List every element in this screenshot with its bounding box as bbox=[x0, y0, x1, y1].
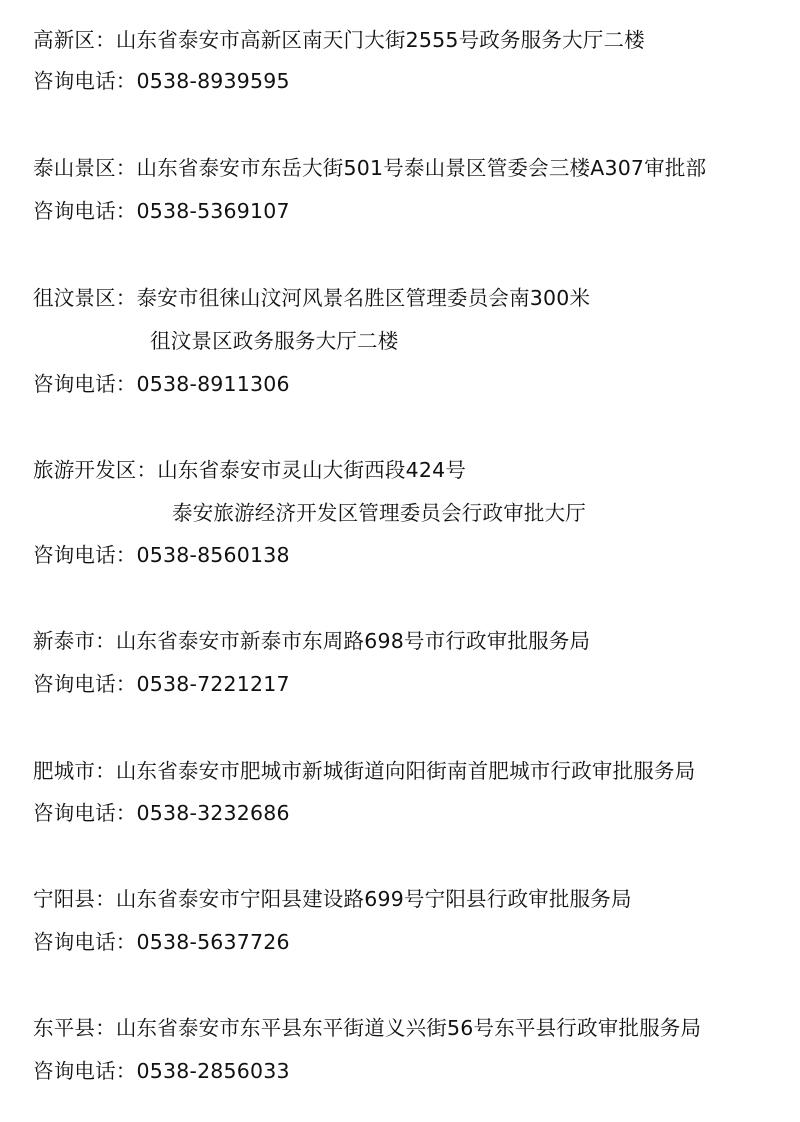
address-label: 肥城市： bbox=[33, 759, 116, 783]
address-text: 泰安市徂徕山汶河风景名胜区管理委员会南300米 bbox=[136, 286, 591, 310]
phone-label: 咨询电话： bbox=[33, 543, 137, 567]
phone-line-feicheng bbox=[33, 799, 290, 827]
address-text: 山东省泰安市新泰市东周路698号市行政审批服务局 bbox=[115, 629, 591, 653]
phone-line-gaoxin bbox=[33, 67, 290, 95]
phone-line-dongping bbox=[33, 1057, 290, 1085]
address-continuation-cuwen: 徂汶景区政务服务大厅二楼 bbox=[150, 329, 399, 353]
phone-label: 咨询电话： bbox=[33, 930, 137, 954]
phone-line-xintai bbox=[33, 670, 290, 698]
address-text: 山东省泰安市肥城市新城街道向阳街南首肥城市行政审批服务局 bbox=[115, 759, 696, 783]
address-label: 高新区： bbox=[33, 28, 116, 52]
address-line-cuwen bbox=[33, 284, 590, 312]
address-line-lvyou bbox=[33, 456, 466, 484]
address-label: 东平县： bbox=[33, 1016, 116, 1040]
phone-line-cuwen bbox=[33, 370, 290, 398]
address-line-taishan bbox=[33, 154, 706, 182]
address-text: 山东省泰安市宁阳县建设路699号宁阳县行政审批服务局 bbox=[115, 887, 632, 911]
phone-label: 咨询电话： bbox=[33, 801, 137, 825]
phone-number: 0538-8939595 bbox=[136, 69, 290, 93]
phone-label: 咨询电话： bbox=[33, 672, 137, 696]
address-text: 山东省泰安市灵山大街西段424号 bbox=[157, 458, 467, 482]
phone-number: 0538-5369107 bbox=[136, 199, 290, 223]
address-text: 山东省泰安市高新区南天门大街2555号政务服务大厅二楼 bbox=[115, 28, 645, 52]
phone-label: 咨询电话： bbox=[33, 69, 137, 93]
phone-line-ningyang bbox=[33, 928, 290, 956]
phone-number: 0538-7221217 bbox=[136, 672, 290, 696]
phone-number: 0538-3232686 bbox=[136, 801, 290, 825]
phone-number: 0538-8911306 bbox=[136, 372, 290, 396]
phone-number: 0538-2856033 bbox=[136, 1059, 290, 1083]
phone-number: 0538-8560138 bbox=[136, 543, 290, 567]
address-text: 山东省泰安市东平县东平街道义兴街56号东平县行政审批服务局 bbox=[115, 1016, 702, 1040]
address-label: 新泰市： bbox=[33, 629, 116, 653]
phone-number: 0538-5637726 bbox=[136, 930, 290, 954]
address-text: 山东省泰安市东岳大街501号泰山景区管委会三楼A307审批部 bbox=[136, 156, 707, 180]
address-line-xintai bbox=[33, 627, 590, 655]
address-line-ningyang bbox=[33, 885, 632, 913]
address-line-gaoxin bbox=[33, 26, 645, 54]
address-label: 宁阳县： bbox=[33, 887, 116, 911]
address-label: 泰山景区： bbox=[33, 156, 137, 180]
phone-label: 咨询电话： bbox=[33, 1059, 137, 1083]
address-label: 旅游开发区： bbox=[33, 458, 158, 482]
address-line-feicheng bbox=[33, 757, 695, 785]
phone-line-lvyou bbox=[33, 541, 290, 569]
address-label: 徂汶景区： bbox=[33, 286, 137, 310]
address-line-dongping bbox=[33, 1014, 701, 1042]
phone-label: 咨询电话： bbox=[33, 372, 137, 396]
phone-line-taishan bbox=[33, 197, 290, 225]
address-continuation-lvyou: 泰安旅游经济开发区管理委员会行政审批大厅 bbox=[172, 501, 586, 525]
phone-label: 咨询电话： bbox=[33, 199, 137, 223]
